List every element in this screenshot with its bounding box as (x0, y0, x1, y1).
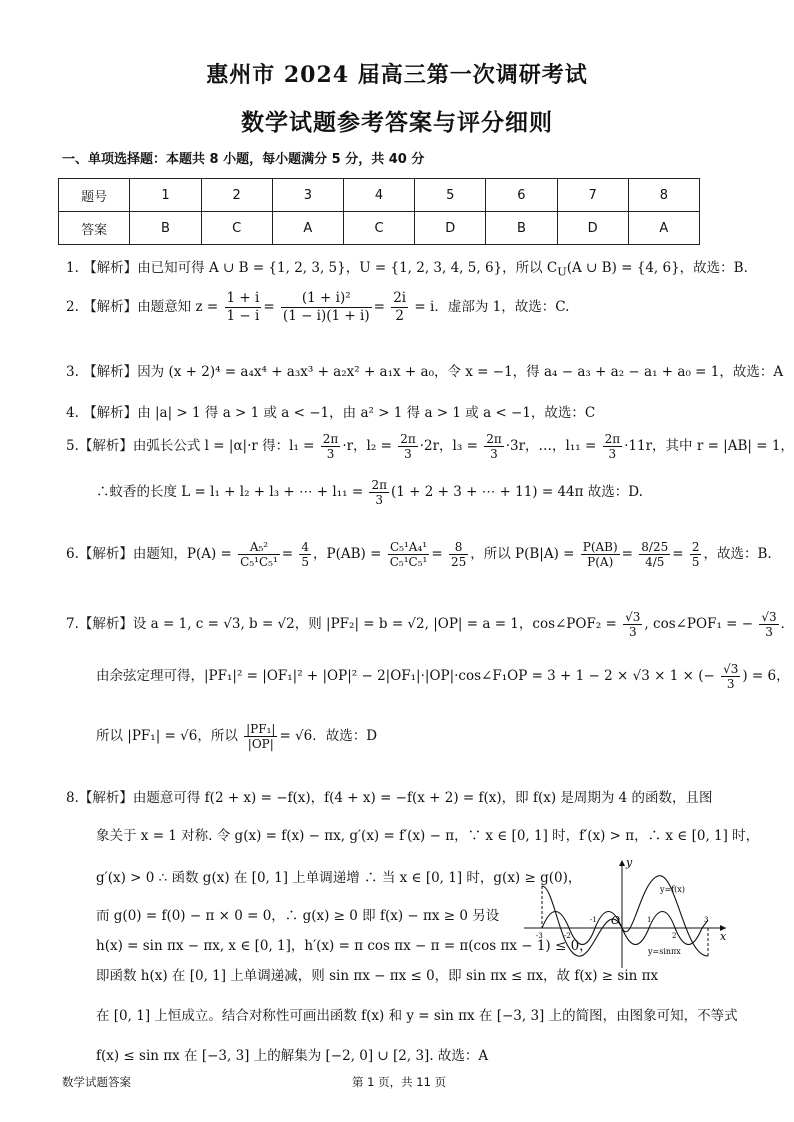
subscript: U (557, 265, 567, 279)
solution-number: 6. (66, 546, 79, 562)
y-axis-arrow-icon (619, 860, 625, 866)
solution-8-line-7: 在 [0, 1] 上恒成立。结合对称性可画出函数 f(x) 和 y = sin πx 在 [−3, 3] 上的简图，由图象可知，不等式 (96, 1008, 738, 1024)
solution-5 (66, 432, 794, 461)
solution-text: 由已知可得 A ∪ B = {1, 2, 3, 5}，U = {1, 2, 3, 4, 5, 6}，所以 C (137, 260, 558, 276)
analysis-tag: 【解析】 (78, 546, 133, 562)
analysis-tag: 【解析】 (83, 299, 138, 315)
section-heading: 一、单项选择题：本题共 8 小题，每小题满分 5 分，共 40 分 (62, 152, 425, 167)
solution-8-line-4: 而 g(0) = f(0) − π × 0 = 0，∴ g(x) ≥ 0 即 f(x) − πx ≥ 0 另设 (96, 908, 500, 924)
analysis-tag: 【解析】 (83, 364, 138, 380)
solution-text: = i．虚部为 1，故选：C. (414, 299, 570, 315)
solution-number: 1. (66, 260, 79, 276)
answer-table (58, 178, 700, 245)
solution-6: 6.【解析】由题知，P(A) = $\frac{\text{A₅²}}{\text{C₅¹C₅¹}}$ = $\frac{4}{5}$ ，P(AB) = $\frac{\text{C₅¹A₄¹}}{\text{C₅¹C₅¹}}$ = $\frac{8}{25}$ ，所以 P(B|A) = $\frac{P(AB)}{P(A)}$ = $\frac{8/25}{4/5}$ = $\frac{2}{5}$ ，故选：B. (66, 540, 772, 569)
tick-label: 3 (704, 916, 709, 924)
fraction: $\frac{2i}{2}$ (393, 290, 407, 324)
answer-cell: A (628, 212, 699, 245)
answer-table-row-numbers (59, 179, 700, 212)
fraction: $\frac{\text{C₅¹A₄¹}}{\text{C₅¹C₅¹}}$ (389, 540, 428, 569)
solution-text: ，P(AB) = (313, 546, 382, 562)
solution-8-line-8: f(x) ≤ sin πx 在 [−3, 3] 上的解集为 [−2, 0] ∪ [2, 3]. 故选：A (96, 1048, 489, 1064)
question-number: 8 (628, 179, 699, 212)
solution-8-line-3: g′(x) > 0 ∴ 函数 g(x) 在 [0, 1] 上单调递增 ∴ 当 x ∈ [0, 1] 时，g(x) ≥ g(0)， (96, 870, 582, 886)
x-axis-label: x (720, 930, 727, 943)
tick-label: 2 (672, 932, 677, 940)
answer-table-row-answers (59, 212, 700, 245)
fraction: $\frac{2\pi}{3}$ (604, 432, 621, 461)
answer-cell: B (486, 212, 557, 245)
fraction: $\frac{\text{|PF₁|}}{|OP|}$ (246, 722, 276, 751)
analysis-tag: 【解析】 (83, 405, 138, 421)
fraction: $\frac{8}{25}$ (450, 540, 467, 569)
solution-4 (66, 401, 595, 421)
analysis-tag: 【解析】 (78, 790, 133, 806)
solution-7-line-2 (96, 662, 790, 691)
row-label-answer: 答案 (59, 212, 130, 245)
solution-3 (66, 360, 783, 380)
origin-label: O (611, 914, 621, 927)
solution-text: (A ∪ B) = {4, 6}，故选：B. (566, 260, 748, 276)
solution-text: 由 |a| > 1 得 a > 1 或 a < −1，由 a² > 1 得 a > 1 或 a < −1，故选：C (137, 405, 596, 421)
solution-text: ·11r，其中 r = |AB| = 1， (624, 438, 794, 454)
solution-text: ∴蚊香的长度 L = l₁ + l₂ + l₃ + ⋯ + l₁₁ = (96, 484, 364, 500)
solution-text: 设 a = 1, c = √3, b = √2，则 |PF₂| = b = √2, |OP| = a = 1，cos∠POF₂ = (132, 616, 617, 632)
solution-text: ·r，l₂ = (342, 438, 392, 454)
answer-cell: C (343, 212, 414, 245)
fraction: $\frac{2\pi}{3}$ (322, 432, 339, 461)
question-number: 3 (272, 179, 343, 212)
solution-text: ，故选：B. (703, 546, 772, 562)
solution-text: 由余弦定理可得，|PF₁|² = |OF₁|² + |OP|² − 2|OF₁|·|OP|·cos∠F₁OP = 3 + 1 − 2 × √3 × 1 × (− (96, 668, 715, 684)
fraction: $\frac{8/25}{4/5}$ (641, 540, 669, 569)
solution-number: 2. (66, 299, 79, 315)
f-curve-label: y=f(x) (660, 885, 685, 894)
question-number: 2 (201, 179, 272, 212)
page-number: 第 1 页，共 11 页 (352, 1075, 447, 1089)
row-label-number: 题号 (59, 179, 130, 212)
solution-text: ·2r，l₃ = (419, 438, 478, 454)
tick-label: -2 (564, 932, 571, 940)
tick-label: -3 (536, 932, 543, 940)
sin-curve-label: y=sinπx (648, 947, 681, 956)
solution-number: 3. (66, 364, 79, 380)
solution-8 (66, 786, 713, 806)
solution-text: = √6．故选：D (279, 728, 378, 744)
answer-cell: D (557, 212, 628, 245)
fraction: $\frac{2\pi}{3}$ (486, 432, 502, 461)
answer-cell: B (130, 212, 201, 245)
solution-text: ，所以 P(B|A) = (470, 546, 575, 562)
analysis-tag: 【解析】 (78, 438, 133, 454)
solution-8-line-6: 即函数 h(x) 在 [0, 1] 上单调递减，则 sin πx − πx ≤ 0，即 sin πx ≤ πx，故 f(x) ≥ sin πx (96, 968, 659, 984)
solution-number: 5. (66, 438, 79, 454)
question-number: 5 (415, 179, 486, 212)
fraction: $\frac{√3}{3}$ (625, 610, 641, 639)
answer-cell: C (201, 212, 272, 245)
title-line-1: 惠州市 2024 届高三第一次调研考试 (206, 62, 588, 88)
y-axis-label: y (626, 856, 633, 869)
question-number: 6 (486, 179, 557, 212)
fraction: $\frac{\text{A₅²}}{\text{C₅¹C₅¹}}$ (240, 540, 278, 569)
fraction: $\frac{2\pi}{3}$ (371, 478, 387, 507)
solution-text: , cos∠POF₁ = − (644, 616, 754, 632)
solution-text: ·3r，…，l₁₁ = (505, 438, 597, 454)
question-number: 1 (130, 179, 201, 212)
fraction: $\frac{2\pi}{3}$ (400, 432, 416, 461)
solution-text: 由弧长公式 l = |α|·r 得：l₁ = (132, 438, 315, 454)
solution-text: (1 + 2 + 3 + ⋯ + 11) = 44π 故选：D. (391, 484, 643, 500)
solution-text: ) = 6， (742, 668, 790, 684)
tick-label: 1 (647, 916, 652, 924)
question-number: 7 (557, 179, 628, 212)
fraction: $\frac{1 + i}{1 - i}$ (226, 290, 260, 324)
solution-7 (66, 610, 794, 639)
title-line-2: 数学试题参考答案与评分细则 (241, 109, 553, 136)
solution-text: 所以 |PF₁| = √6，所以 (96, 728, 238, 744)
analysis-tag: 【解析】 (78, 616, 133, 632)
question-number: 4 (343, 179, 414, 212)
solution-2: 2. 【解析】由题意知 z = $\frac{1 + i}{1 - i}$ = $\frac{\text{(1 + i)²}}{(1 - i)(1 + i)}$ = $\frac{2i}{2}$ = i．虚部为 1，故选：C. (66, 290, 570, 324)
fraction: $\frac{√3}{3}$ (761, 610, 777, 639)
fraction: $\frac{P(AB)}{P(A)}$ (582, 540, 618, 569)
solution-text: 由题意可得 f(2 + x) = −f(x)，f(4 + x) = −f(x + 2) = f(x)，即 f(x) 是周期为 4 的函数，且图 (132, 790, 713, 806)
footer-left: 数学试题答案 (62, 1075, 131, 1089)
solution-number: 4. (66, 405, 79, 421)
solution-1 (66, 256, 748, 279)
solution-text: 由题知，P(A) = (132, 546, 232, 562)
fraction: $\frac{√3}{3}$ (723, 662, 739, 691)
tick-label: -1 (590, 916, 597, 924)
solution-number: 7. (66, 616, 79, 632)
fraction: $\frac{4}{5}$ (301, 540, 310, 569)
fraction: $\frac{\text{(1 + i)²}}{(1 - i)(1 + i)}$ (282, 290, 370, 324)
solution-text: ． (780, 616, 794, 632)
solution-8-line-2: 象关于 x = 1 对称. 令 g(x) = f(x) − πx, g′(x) = f′(x) − π，∵ x ∈ [0, 1] 时，f′(x) > π，∴ x ∈ [0, 1] 时， (96, 828, 760, 844)
fraction: $\frac{2}{5}$ (691, 540, 700, 569)
solution-number: 8. (66, 790, 79, 806)
solution-5-line-2 (96, 478, 643, 507)
solution-8-line-5: h(x) = sin πx − πx, x ∈ [0, 1]，h′(x) = π cos πx − π = π(cos πx − 1) ≤ 0， (96, 938, 593, 954)
function-graph (520, 856, 732, 972)
solution-text: 由题意知 z = (137, 299, 219, 315)
solution-7-line-3 (96, 722, 377, 751)
analysis-tag: 【解析】 (83, 260, 138, 276)
answer-cell: A (272, 212, 343, 245)
answer-cell: D (415, 212, 486, 245)
solution-text: 因为 (x + 2)⁴ = a₄x⁴ + a₃x³ + a₂x² + a₁x + a₀，令 x = −1，得 a₄ − a₃ + a₂ − a₁ + a₀ = 1，故选：A (137, 364, 784, 380)
